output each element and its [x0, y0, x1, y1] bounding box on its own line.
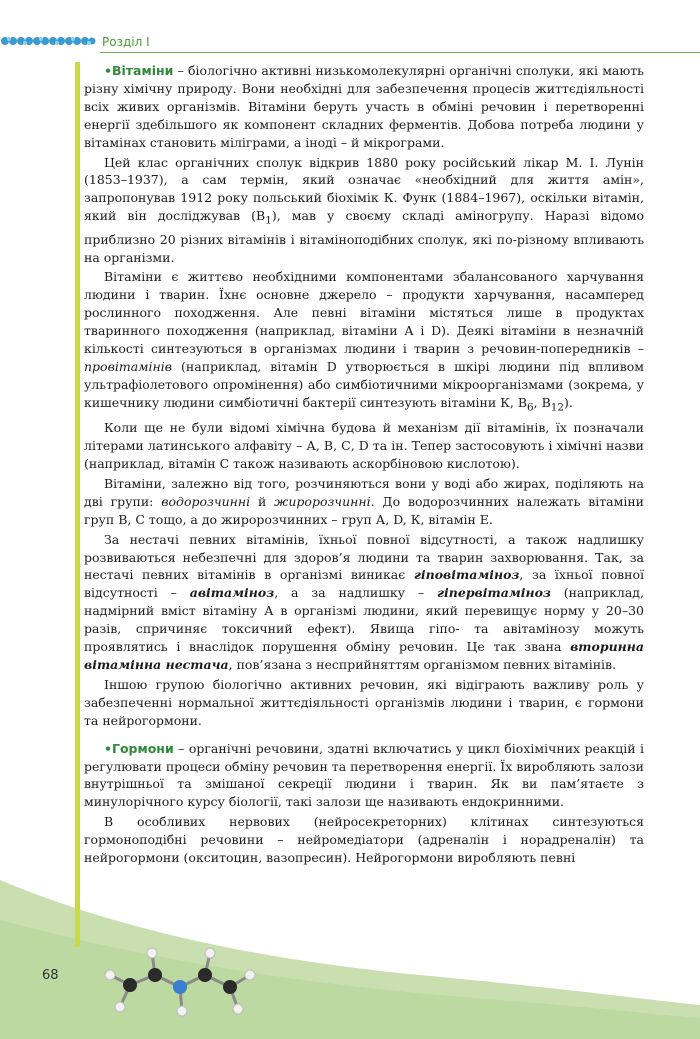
text: Вітаміни є життєво необхідними компонентами збалансованого харчування людини і тварин. Їхнє основне джерело – продукти харчування, насамперед рослинного походження. Але певні вітаміни містяться лише в продуктах тваринного походження (наприклад, вітаміни А і D). Деякі вітаміни в незначній кількості синтезуються в організмах людини і тварин з речовин-попередників –: [84, 269, 644, 357]
subscript: 6: [527, 401, 534, 414]
text: , пов’язана з несприйняттям організмом певних вітамінів.: [228, 657, 617, 672]
subscript: 1: [265, 214, 272, 227]
fat-soluble-term: жиророзчинні: [274, 493, 371, 509]
text: Цей клас органічних сполук відкрив 1880 року російський лікар М. І. Лунін (1853–1937), а сам термін, який означає «необхідний для життя амін», запропонував 1912 року польський біохімік К. Функ (1884–1967), оскільки вітамін, який він досліджував (В: [84, 154, 644, 224]
avitaminosis-term: авітаміноз: [189, 585, 275, 601]
vitamins-diseases: [84, 531, 644, 674]
vitamins-text: – біологічно активні низькомолекулярні органічні сполуки, які мають різну хімічну природу. Вони необхідні для забезпечення процесів життєдіяльності всіх живих організмів. Вітаміни беруть участь в обміні речовин і перетворенні енергії здебільшого як компонент складних ферментів. Добова потреба людини у вітамінах становить міліграми, а іноді – й мікрограми.: [84, 63, 644, 150]
hormones-text: – органічні речовини, здатні включатись у цикл біохімічних реакцій і регулювати процеси обміну речовин та перетворення енергії. Їх виробляють залози внутрішньої та змішаної секреції людини і тварин. Як ви пам’ятаєте з минулорічного курсу біології, такі залози ще називають ендокринними.: [84, 740, 644, 810]
text: За нестачі певних вітамінів, їхньої повної відсутності, а також надлишку розвиваються небезпечні для здоров’я людини та тварин захворювання. Так, за нестачі певних вітамінів в організмі виникає: [84, 531, 644, 583]
text: й: [250, 493, 275, 509]
bead-decoration: [0, 34, 96, 48]
margin-bar: [75, 62, 80, 947]
vitamins-naming: Коли ще не були відомі хімічна будова й механізм дії вітамінів, їх позначали літерами латинського алфавіту – А, В, С, D та ін. Тепер застосовують і хімічні назви (наприклад, вітамін С також називають аскорбіновою кислотою).: [84, 420, 644, 472]
hormones-term: Гормони: [112, 740, 174, 756]
neurohormones-text: В особливих нервових (нейросекреторних) клітинах синтезуються гормоноподібні речовини – нейромедіатори (адреналін і норадреналін) та нейрогормони (окситоцин, вазопресин). Нейрогормони виробляють певні: [84, 814, 644, 866]
text: ).: [564, 394, 573, 410]
subscript: 12: [550, 401, 565, 414]
vitamins-history: [84, 154, 644, 267]
bullet-icon: •: [104, 740, 112, 756]
hormones-definition: [84, 740, 644, 812]
page-content: [84, 62, 644, 869]
text: ), мав у своєму складі аміногрупу. Наразі відомо приблизно 20 різних вітамінів і вітаміноподібних сполук, які по-різному впливають на організми.: [84, 208, 645, 265]
text: (наприклад, вітамін D утворюється в шкірі людини під впливом ультрафіолетового опромінення) або симбіотичними мікроорганізмами (зокрема, у кишечнику людини симбіотичні бактерії синтезують вітаміни К, В: [84, 359, 644, 410]
vitamins-term: Вітаміни: [112, 63, 174, 78]
text: Вітаміни, залежно від того, розчиняються вони у воді або жирах, поділяють на дві групи:: [84, 475, 644, 509]
text: (наприклад, надмірний вміст вітаміну А в організмі людини, який перевищує норму у 20–30 разів, спричиняє токсичний ефект). Явища гіпо- та авітамінозу можуть проявлятись і внаслідок порушення обміну речовин. Це так звана: [84, 585, 644, 655]
spacer: [84, 732, 644, 740]
secondary-deficiency-term: вторинна вітамінна нестача: [84, 639, 644, 672]
hormones-intro: Іншою групою біологічно активних речовин, які відіграють важливу роль у забезпеченні нормальної життєдіяльності організмів людини і тварин, є гормони та нейрогормони.: [84, 676, 644, 728]
hypervitaminosis-term: гіпервітаміноз: [437, 585, 551, 601]
provitamins-term: провітамінів: [84, 359, 173, 374]
vitamins-definition: [84, 62, 644, 152]
text: . До водорозчинних належать вітаміни груп В, С тощо, а до жиророзчинних – груп А, D, К, вітамін Е.: [84, 493, 645, 527]
vitamins-groups: [84, 475, 644, 529]
page-number: 68: [42, 968, 59, 983]
vitamins-sources: [84, 268, 644, 417]
text: , В: [533, 394, 551, 410]
text: , а за надлишку –: [274, 585, 437, 601]
header-divider: [100, 52, 700, 53]
text: , за їхньої повної відсутності –: [84, 567, 644, 601]
section-title: Розділ І: [102, 35, 150, 49]
water-soluble-term: водорозчинні: [161, 493, 251, 509]
molecule-illustration: [100, 945, 270, 1025]
bullet-icon: •: [104, 63, 112, 78]
hypovitaminosis-term: гіповітаміноз: [413, 567, 520, 583]
